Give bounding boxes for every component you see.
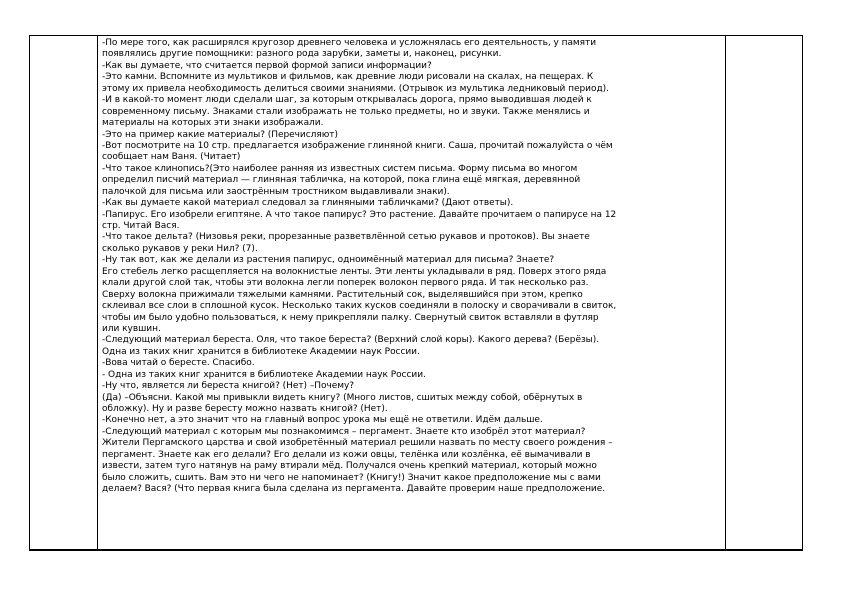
text-line: -Как вы думаете, что считается первой формой записи информации? [102, 60, 432, 71]
text-line: определил писчий материал — глиняная табличка, на которой, пока глина ещё мягкая, деревянной [102, 175, 581, 186]
table-bottom-border [29, 549, 803, 551]
text-line: склеивал все слои в сплошной кусок. Несколько таких кусков соединяли в полоску и сворачивали в свиток, [102, 301, 617, 312]
text-line: появлялись другие помощники: разного рода зарубки, заметы и, наконец, рисунки. [102, 49, 502, 60]
text-line: современному письму. Знаками стали изображать не только предметы, но и звуки. Также менялись и [102, 106, 590, 117]
text-line: Одна из таких книг хранится в библиотеке Академии наук России. [102, 346, 420, 357]
text-line: -Это камни. Вспомните из мультиков и фильмов, как древние люди рисовали на скалах, на пещерах. К [102, 72, 594, 83]
text-line: -И в какой-то момент люди сделали шаг, за которым открывалась дорога, прямо выводившая людей к [102, 95, 592, 106]
text-line: стр. Читай Вася. [102, 221, 180, 231]
text-line: чтобы им было удобно пользоваться, к нему прикрепляли палку. Свернутый свиток вставляли в футляр [102, 312, 599, 323]
text-line: -По мере того, как расширялся кругозор древнего человека и усложнялась его деятельность, у памяти [102, 38, 597, 48]
text-line: палочкой для письма или заострённым тростником выдавливали знаки). [102, 186, 450, 197]
text-line: -Ну что, является ли береста книгой? (Нет) –Почему? [102, 381, 355, 392]
text-line: обложку). Ну и разве бересту можно назвать книгой? (Нет). [102, 404, 388, 414]
text-line: -Что такое дельта? (Низовья реки, прорезанные разветвлённой сетью рукавов и протоков). Вы знаете [102, 232, 590, 243]
text-line: -Вова читай о бересте. Спасибо. [102, 358, 255, 369]
text-line: или кувшин. [102, 323, 161, 334]
text-line: Жители Пергамского царства и свой изобретённый материал решили назвать по месту своего рождения – [102, 438, 613, 449]
table-left-border [29, 35, 30, 550]
text-line: -Папирус. Его изобрели египтяне. А что такое папирус? Это растение. Давайте прочитаем о папирусе на 12 [102, 209, 617, 220]
text-line: пергамент. Знаете как его делали? Его делали из кожи овцы, телёнка или козлёнка, её вымачивали в [102, 449, 591, 460]
text-line: -Что такое клинопись?(Это наиболее ранняя из известных систем письма. Форму письма во многом [102, 163, 578, 174]
text-line: сколько рукавов у реки Нил? (7). [102, 243, 258, 254]
text-line: этому их привела необходимость делиться своими знаниями. (Отрывок из мультика ледниковый период). [102, 83, 609, 94]
text-line: Сверху волокна прижимали тяжелыми камнями. Растительный сок, выделявшийся при этом, крепко [102, 289, 583, 300]
column-divider-1 [97, 35, 98, 550]
text-line: клали другой слой так, чтобы эти волокна легли поперек волокон первого ряда. И так несколько раз. [102, 278, 589, 289]
text-line: -Следующий материал с которым мы познакомимся – пергамент. Знаете кто изобрёл этот материал? [102, 426, 586, 437]
text-line: -Как вы думаете какой материал следовал за глиняными табличками? (Дают ответы). [102, 198, 514, 209]
lesson-table [29, 35, 803, 550]
text-line: -Вот посмотрите на 10 стр. предлагается изображение глиняной книги. Саша, прочитай пожалуйста о чём [102, 140, 613, 151]
table-right-border [802, 35, 803, 550]
text-line: было сложить, сшить. Вам это ни чего не напоминает? (Книгу!) Значит какое предположение мы с вами [102, 472, 601, 483]
text-line: - Одна из таких книг хранится в библиотеке Академии наук России. [102, 369, 426, 380]
text-line: делаем? Вася? (Что первая книга была сделана из пергамента. Давайте проверим наше предположение. [102, 484, 606, 495]
text-line: -Ну так вот, как же делали из растения папирус, одноимённый материал для письма? Знаете? [102, 255, 555, 266]
text-line: -Конечно нет, а это значит что на главный вопрос урока мы ещё не ответили. Идём дальше. [102, 415, 543, 426]
text-line: -Это на пример какие материалы? (Перечисляют) [102, 129, 338, 140]
text-line: сообщает нам Ваня. (Читает) [102, 152, 241, 163]
text-line: -Следующий материал береста. Оля, что такое береста? (Верхний слой коры). Какого дерева? (Берёзы). [102, 335, 600, 346]
text-line: извести, затем туго натянув на раму втирали мёд. Получался очень крепкий материал, который можно [102, 461, 597, 472]
text-line: (Да) –Объясни. Какой мы привыкли видеть книгу? (Много листов, сшитых между собой, обёрнутых в [102, 392, 583, 403]
table-top-border [29, 35, 803, 36]
text-line: Его стебель легко расщепляется на волокнистые ленты. Эти ленты укладывали в ряд. Поверх этого ряда [102, 266, 607, 277]
lesson-content-cell [102, 38, 723, 496]
text-line: материалы на которых эти знаки изображали. [102, 118, 324, 129]
column-divider-2 [725, 35, 726, 550]
